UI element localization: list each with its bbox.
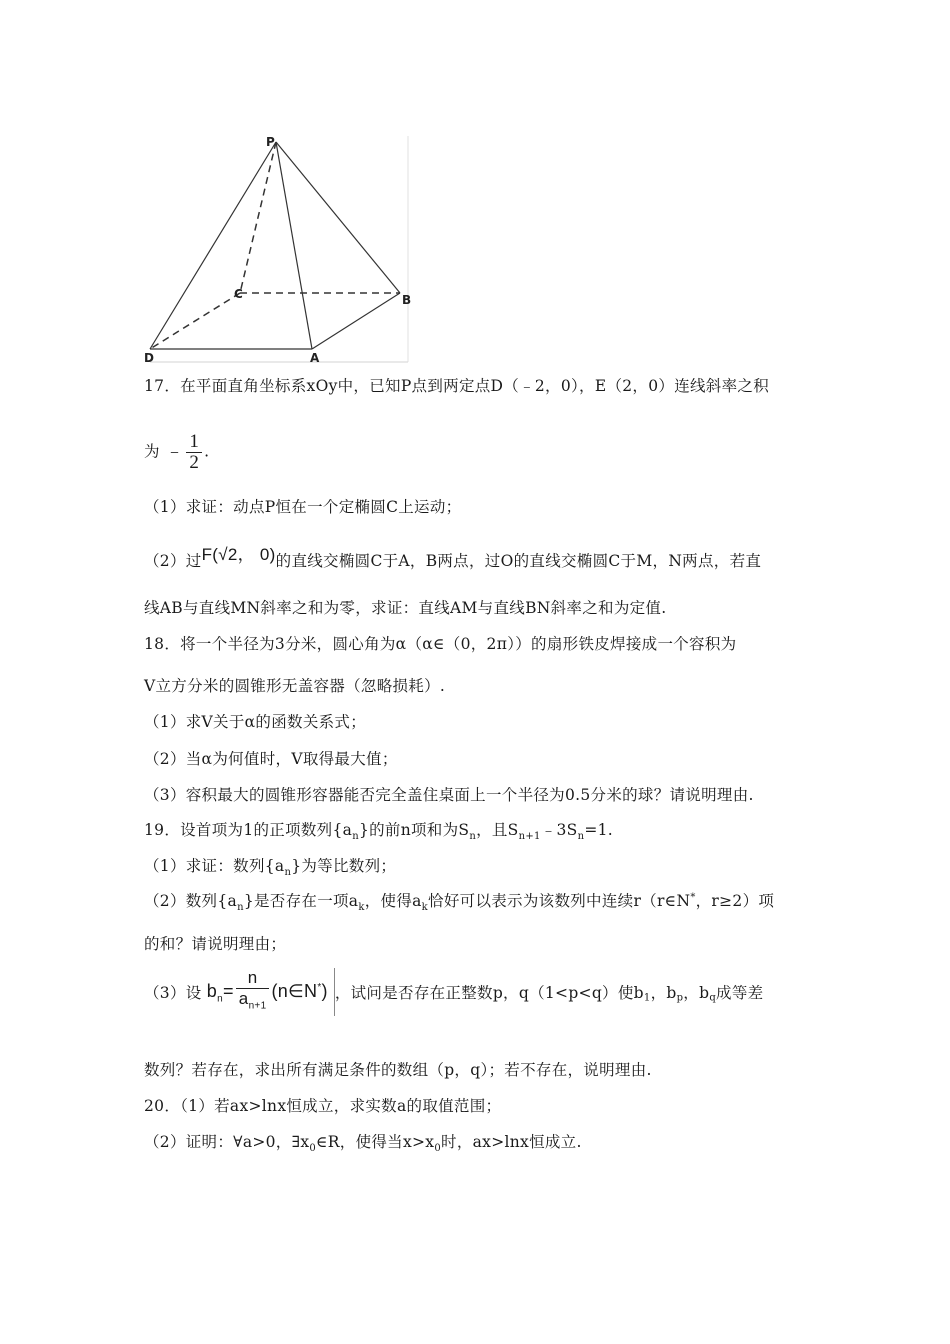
q19-part3-suffix-d: 成等差 [716, 984, 764, 1003]
q20-part2-text-a: （2）证明：∀a>0，∃x [144, 1133, 310, 1151]
q19-part1-text-a: （1）求证：数列{a [144, 857, 285, 875]
label-C: C [234, 287, 243, 301]
q19-sub-n3: n+1 [518, 831, 541, 843]
q18-line2: V立方分米的圆锥形无盖容器（忽略损耗）. [144, 677, 446, 695]
edge-PB [276, 142, 400, 293]
q19-part3 [144, 968, 763, 1016]
q19-part3-sub2: p [676, 992, 684, 1004]
bn-condition-sup: * [317, 981, 322, 993]
q17-part2-suffix: 的直线交椭圆C于A，B两点，过O的直线交椭圆C于M，N两点，若直 [275, 552, 762, 570]
q19-part2-sup: * [690, 891, 696, 903]
q19-line1-text-d: ﹣3S [540, 821, 578, 839]
q19-part2-sub3: k [421, 902, 429, 914]
q17-point-F-formula: F(√2， 0) [201, 545, 276, 564]
q17-part2-line2: 线AB与直线MN斜率之和为零，求证：直线AM与直线BN斜率之和为定值. [144, 599, 667, 617]
q19-part2-text-c: ，使得a [364, 892, 422, 910]
edge-PD [150, 142, 276, 349]
q19-sub-n1: n [352, 831, 359, 843]
q19-part3-sub3: q [709, 992, 717, 1004]
q17-minus-sign: ﹣ [165, 439, 185, 462]
q20-line1: 20．（1）若ax>lnx恒成立，求实数a的取值范围； [144, 1097, 502, 1115]
bn-den-a: a [238, 989, 249, 1008]
q18-part3: （3）容积最大的圆锥形容器能否完全盖住桌面上一个半径为0.5分米的球？请说明理由. [144, 786, 754, 804]
q19-part2-text-b: }是否存在一项a [243, 892, 359, 910]
bn-symbol: b [206, 980, 218, 1001]
q19-line1 [144, 818, 613, 842]
q19-line1-text-a: 19．设首项为1的正项数列{a [144, 821, 353, 839]
label-A: A [310, 351, 320, 365]
q19-part2 [144, 889, 774, 913]
q17-part1: （1）求证：动点P恒在一个定椭圆C上运动； [144, 498, 462, 516]
q19-part3-line2: 数列？若存在，求出所有满足条件的数组（p，q）；若不存在，说明理由. [144, 1061, 652, 1079]
bn-equals: = [222, 980, 234, 1001]
bn-condition-end: ) [321, 980, 328, 1001]
q20-part2-sub2: 0 [434, 1143, 442, 1155]
pyramid-figure [142, 130, 414, 366]
q19-part2-line2: 的和？请说明理由； [144, 935, 287, 953]
q17-line2 [144, 432, 209, 473]
bn-sub: n [217, 993, 223, 1005]
bn-den-sub: n+1 [248, 1000, 267, 1012]
q20-part2-text-b: ∈R，使得当x>x [316, 1133, 435, 1151]
q19-part2-text-d: 恰好可以表示为该数列中连续r（r∈N [428, 892, 691, 910]
pyramid-diagram [142, 130, 414, 366]
q19-bn-formula [207, 968, 335, 1016]
q19-part3-sub1: 1 [643, 992, 651, 1004]
label-P: P [266, 135, 275, 149]
q19-part2-sub1: n [237, 902, 244, 914]
q19-part2-text-a: （2）数列{a [144, 892, 238, 910]
q17-part2 [144, 540, 761, 571]
q20-part2-sub1: 0 [309, 1143, 317, 1155]
q19-part1 [144, 854, 396, 878]
q19-line1-text-c: ，且S [476, 821, 519, 839]
edge-PA [276, 142, 312, 349]
q19-part1-sub: n [284, 867, 292, 879]
bn-fraction [236, 968, 270, 1016]
label-D: D [144, 351, 154, 365]
q19-part3-suffix-a: ，试问是否存在正整数p，q（1<p<q）使b [334, 984, 644, 1003]
q19-part2-sub2: k [358, 902, 365, 914]
q19-line1-text-b: }的前n项和为S [358, 821, 470, 839]
q17-fraction-num: 1 [189, 431, 200, 452]
edge-AB [312, 293, 400, 349]
q19-part3-prefix: （3）设 [144, 984, 202, 1003]
q17-fraction [186, 432, 202, 473]
q17-part2-prefix: （2）过 [144, 552, 202, 570]
edge-CD-hidden [150, 293, 240, 349]
q19-part2-text-e: ，r≥2）项 [695, 892, 775, 910]
q18-part1: （1）求V关于α的函数关系式； [144, 713, 367, 731]
q19-part1-text-b: }为等比数列； [291, 857, 397, 875]
q17-line1: 17．在平面直角坐标系xOy中，已知P点到两定点D（﹣2，0），E（2，0）连线斜率之积 [144, 377, 769, 395]
label-B: B [402, 293, 412, 307]
bn-fraction-den [236, 988, 270, 1016]
q17-fraction-den: 2 [186, 452, 202, 473]
bn-condition: (n∈N [271, 980, 318, 1001]
bn-fraction-num: n [247, 968, 258, 987]
q18-line1: 18．将一个半径为3分米，圆心角为α（α∈（0，2π））的扇形铁皮焊接成一个容积为 [144, 635, 737, 653]
q19-part3-suffix-c: ，b [683, 984, 710, 1003]
q19-part3-suffix-b: ，b [650, 984, 677, 1003]
q17-line2-suffix: . [204, 442, 210, 461]
edge-PC-hidden [240, 142, 276, 293]
q17-line2-prefix: 为 [144, 442, 160, 461]
q19-line1-text-e: =1. [584, 821, 614, 839]
q20-part2-text-c: 时，ax>lnx恒成立. [441, 1133, 582, 1151]
q19-sub-n4: n [577, 831, 585, 843]
q19-sub-n2: n [469, 831, 477, 843]
q18-part2: （2）当α为何值时，V取得最大值； [144, 750, 398, 768]
q20-part2 [144, 1130, 582, 1154]
